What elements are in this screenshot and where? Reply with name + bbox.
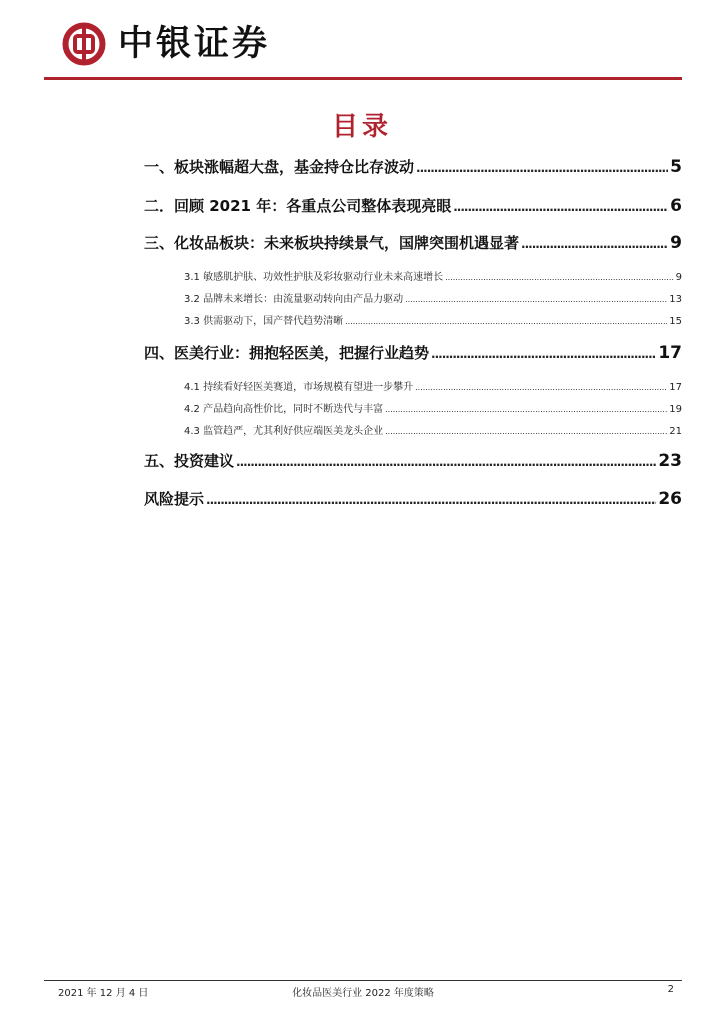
toc-entry-label: 4.3 监管趋严，尤其利好供应端医美龙头企业 bbox=[184, 426, 384, 437]
toc-entry-5[interactable] bbox=[144, 450, 682, 472]
toc-entry-6[interactable] bbox=[144, 488, 682, 510]
dot-leader bbox=[236, 455, 656, 469]
toc-entry-page: 23 bbox=[658, 451, 682, 471]
brand-name: 中银证券 bbox=[118, 23, 271, 64]
footer-divider bbox=[44, 980, 682, 981]
dot-leader bbox=[345, 317, 667, 326]
header-divider bbox=[44, 77, 682, 80]
toc-subentry-3-2[interactable] bbox=[184, 290, 682, 306]
toc-entry-label: 一、板块涨幅超大盘，基金持仓比存波动 bbox=[144, 158, 415, 176]
toc-subentry-4-2[interactable] bbox=[184, 400, 682, 416]
toc-entry-label: 二．回顾 2021 年：各重点公司整体表现亮眼 bbox=[144, 197, 452, 215]
toc-entry-label: 五、投资建议 bbox=[144, 452, 235, 470]
toc-subentry-3-3[interactable] bbox=[184, 312, 682, 328]
toc-subentry-4-3[interactable] bbox=[184, 422, 682, 438]
toc-entry-label: 3.2 品牌未来增长：由流量驱动转向由产品力驱动 bbox=[184, 294, 404, 305]
toc-entry-2[interactable] bbox=[144, 195, 682, 217]
toc-entry-page: 6 bbox=[670, 196, 682, 216]
toc-entry-label: 四、医美行业：拥抱轻医美，把握行业趋势 bbox=[144, 344, 430, 362]
dot-leader bbox=[415, 383, 667, 392]
dot-leader bbox=[385, 427, 667, 436]
toc-entry-page: 9 bbox=[670, 233, 682, 253]
toc-entry-page: 17 bbox=[658, 343, 682, 363]
toc-entry-label: 3.3 供需驱动下，国产替代趋势清晰 bbox=[184, 316, 344, 327]
dot-leader bbox=[385, 405, 667, 414]
toc-entry-page: 5 bbox=[670, 157, 682, 177]
page-number: 2 bbox=[667, 984, 674, 995]
dot-leader bbox=[453, 200, 668, 214]
toc-entry-page: 17 bbox=[669, 382, 682, 393]
report-title: 化妆品医美行业 2022 年度策略 bbox=[292, 988, 434, 999]
toc-entry-page: 19 bbox=[669, 404, 682, 415]
toc-entry-3[interactable] bbox=[144, 232, 682, 254]
toc-entry-4[interactable] bbox=[144, 342, 682, 364]
report-date: 2021 年 12 月 4 日 bbox=[58, 988, 149, 999]
toc-subentry-3-1[interactable] bbox=[184, 268, 682, 284]
dot-leader bbox=[431, 347, 656, 361]
toc-entry-label: 风险提示 bbox=[144, 490, 205, 508]
dot-leader bbox=[416, 161, 668, 175]
bank-of-china-logo-icon bbox=[62, 22, 106, 66]
dot-leader bbox=[405, 295, 667, 304]
toc-entry-label: 4.2 产品趋向高性价比，同时不断迭代与丰富 bbox=[184, 404, 384, 415]
dot-leader bbox=[206, 493, 656, 507]
page-footer bbox=[44, 984, 682, 1000]
toc-entry-page: 26 bbox=[658, 489, 682, 509]
toc-title: 目录 bbox=[331, 112, 392, 142]
toc-entry-page: 9 bbox=[675, 272, 682, 283]
dot-leader bbox=[521, 237, 668, 251]
toc-entry-page: 13 bbox=[669, 294, 682, 305]
toc-entry-page: 15 bbox=[669, 316, 682, 327]
toc-entry-1[interactable] bbox=[144, 156, 682, 178]
toc-entry-label: 3.1 敏感肌护肤、功效性护肤及彩妆驱动行业未来高速增长 bbox=[184, 272, 444, 283]
toc-entry-label: 三、化妆品板块：未来板块持续景气，国牌突围机遇显著 bbox=[144, 234, 520, 252]
dot-leader bbox=[445, 273, 674, 282]
page-header bbox=[0, 0, 724, 84]
toc-entry-label: 4.1 持续看好轻医美赛道，市场规模有望进一步攀升 bbox=[184, 382, 414, 393]
brand-logo bbox=[62, 22, 270, 66]
toc-subentry-4-1[interactable] bbox=[184, 378, 682, 394]
toc-entry-page: 21 bbox=[669, 426, 682, 437]
